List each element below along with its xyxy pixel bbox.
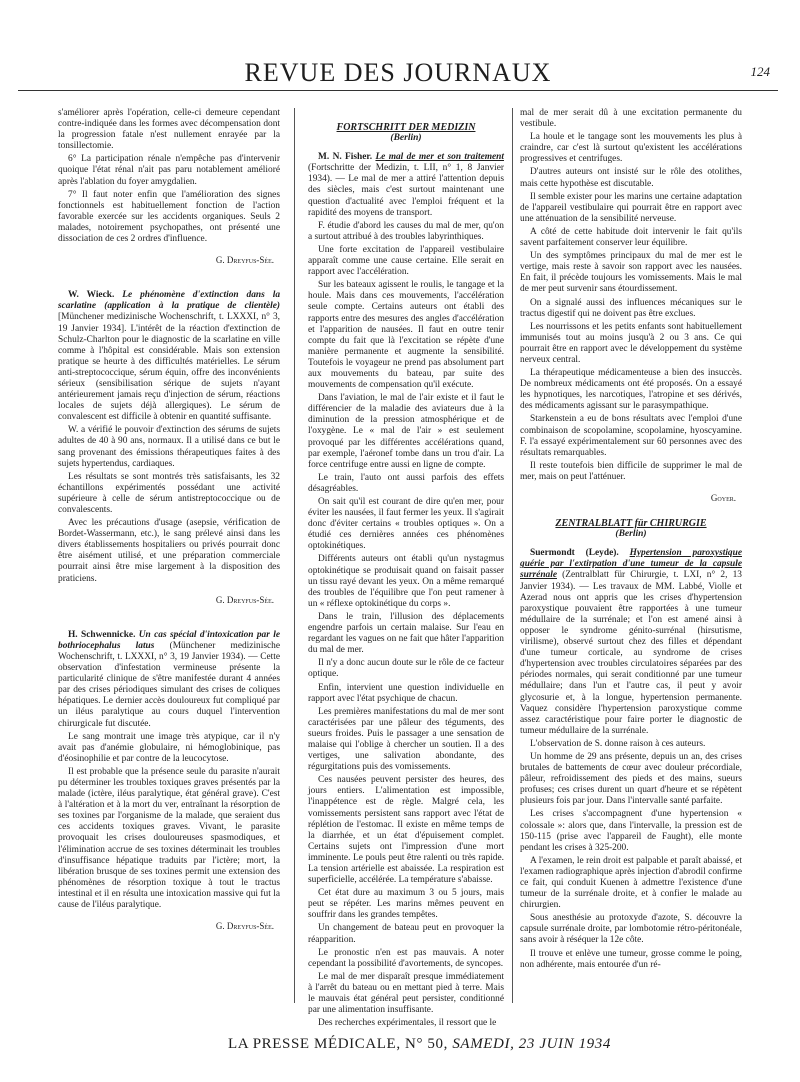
article-author: M. N. Fisher. <box>318 152 373 163</box>
page-header <box>18 54 778 94</box>
column-divider <box>512 108 513 1003</box>
signature: Goyer. <box>710 493 736 503</box>
column-right <box>520 108 742 1003</box>
paragraph: La houle et le tangage sont les mouvements les plus à craindre, car c'est là surtout qu'existent les accélérations progressives et centrifuges. <box>520 132 742 165</box>
paragraph: Un homme de 29 ans présente, depuis un an, des crises brutales de battements de cœur avec douleur précordiale, pâleur, refroidissement des pieds et des mains, sueurs profuses; ces crises durent un quart d'heure et se répètent plusieurs fois par jour. Dans l'intervalle santé parfaite. <box>520 751 742 807</box>
paragraph: s'améliorer après l'opération, celle-ci demeure cependant contre-indiquée dans les formes avec décompensation dont la progression fatale n'est nullement enrayée par la tonsillectomie. <box>58 108 280 152</box>
footer-journal: LA PRESSE MÉDICALE, <box>228 1036 401 1052</box>
article-body: (Zentralblatt für Chirurgie, t. LXI, n° 2, 13 Janvier 1934). — Les travaux de MM. Labbé, Violle et Azerad nous ont appris que les crises d'hypertension paroxystique pouvaient être rapportées à une tumeur médullaire de la surrénale; et l'on est amené ainsi à opposer le syndrome génito-surrénal (hirsutisme, virilisme), observé surtout chez des filles et dépendant d'une tumeur corticale, au syndrome de crises d'hypertension avec troubles circulatoires séparées par des périodes normales, qui serait conditionné par une tumeur médullaire; dans l'un et l'autre cas, il peut y avoir glycosurie et, à la longue, hypertension permanente. Vaquez considère l'hypertension paroxystique comme assez caractéristique pour faire porter le diagnostic de tumeur médullaire de la surrénale. <box>520 570 742 736</box>
paragraph: Les crises s'accompagnent d'une hypertension « colossale »: alors que, dans l'intervalle, la pression est de 150-115 (prise avec l'appareil de Faught), elle monte pendant les crises à 325-200. <box>520 809 742 853</box>
paragraph: Le train, l'auto ont aussi parfois des effets désagréables. <box>308 472 504 494</box>
paragraph: Il semble exister pour les marins une certaine adaptation de l'appareil vestibulaire qui pourrait être en rapport avec une atténuation de la sensibilité nerveuse. <box>520 191 742 224</box>
paragraph: mal de mer serait dû à une excitation permanente du vestibule. <box>520 108 742 130</box>
article-title: Hypertension paroxystique guérie par l'extirpation d'une tumeur de la capsule surrénale <box>520 548 742 581</box>
paragraph: Dans le train, l'illusion des déplacements engendre parfois un certain malaise. Sur l'eau en regardant les vagues on ne fait que hâter l'apparition du mal de mer. <box>308 611 504 656</box>
paragraph: Cet état dure au maximum 3 ou 5 jours, mais peut se répéter. Les marins mêmes peuvent en souffrir dans les grandes tempêtes. <box>308 888 504 921</box>
paragraph: Un changement de bateau peut en provoquer la réapparition. <box>308 923 504 945</box>
column-left <box>58 108 280 1003</box>
paragraph: Des recherches expérimentales, il ressort que le <box>318 1018 497 1029</box>
paragraph: Il n'y a donc aucun doute sur le rôle de ce facteur optique. <box>308 658 504 680</box>
paragraph: Sous anesthésie au protoxyde d'azote, S. découvre la capsule surrénale droite, par lombotomie rétro-péritonéale, sans avoir à réséquer la 12e côte. <box>520 913 742 946</box>
paragraph: On a signalé aussi des influences mécaniques sur le tractus digestif qui ne doivent pas être exclues. <box>520 297 742 319</box>
page-title: REVUE DES JOURNAUX <box>244 58 552 87</box>
article-author: Suermondt (Leyde). <box>530 548 619 559</box>
paragraph: Starkenstein a eu de bons résultats avec l'emploi d'une combinaison de scopolamine, scopolamine, hyoscyamine. F. l'a essayé expérimentalement sur 60 personnes avec des résultats remarquables. <box>520 414 742 458</box>
paragraph: Ces nausées peuvent persister des heures, des jours entiers. L'alimentation est impossible, l'inappétence est de règle. Malgré cela, les vomissements persistent sans rapport avec l'état de réplétion de l'estomac. Il existe en même temps de la diarrhée, et un état d'épuisement complet. Certains sujets ont l'impression d'une mort imminente. Le pouls peut être ralenti ou très rapide. La tension artérielle est abaissée. La respiration est superficielle, accélérée. La température s'abaisse. <box>308 775 504 886</box>
article-title: Le mal de mer et son traitement <box>375 152 504 163</box>
paragraph: Il reste toutefois bien difficile de supprimer le mal de mer, mais on peut l'atténuer. <box>520 460 742 482</box>
article-body: [Münchener medizinische Wochenschrift, t. LXXXI, n° 3, 19 Janvier 1934]. L'intérêt de la réaction d'extinction de Schulz-Charlton pour le diagnostic de la scarlatine en ville comme à l'hôpital est considérable. Mais son extension pratique se heurte à des difficultés matérielles. Le sérum anti-streptococcique, sérum équin, offre des inconvénients sérieux (sensibilisation sérique de sujets n'ayant antérieurement jamais reçu d'injection de sérum, réactions locales de sujets déjà allergiques). Le sérum de convalescent est difficile à obtenir en quantité suffisante. <box>58 312 280 423</box>
paragraph: Sur les bateaux agissent le roulis, le tangage et la houle. Mais dans ces mouvements, l'accélération seule compte. Certains auteurs ont établi des rapports entre des mesures des angles d'accélération et l'apparition de nausées. Il faut en outre tenir compte du fait que là l'excitation se répète d'une manière permanente et augmente la sensibilité. Toutefois le voyageur ne prend pas absolument part aux mouvements du bateau, par suite des mouvements de compensation qu'il exécute. <box>308 280 504 391</box>
paragraph: L'observation de S. donne raison à ces auteurs. <box>530 738 706 749</box>
page-footer <box>228 1036 778 1053</box>
paragraph: A côté de cette habitude doit intervenir le fait qu'ils savent parfaitement conserver leur équilibre. <box>520 226 742 249</box>
paragraph: Le sang montrait une image très atypique, car il n'y avait pas d'anémie globulaire, ni hémoglobinique, pas d'éosinophilie et par contre de la leucocytose. <box>58 731 280 764</box>
journal-heading: ZENTRALBLATT für CHIRURGIE <box>555 518 707 530</box>
journal-heading: FORTSCHRITT DER MEDIZIN <box>336 122 476 133</box>
paragraph: Le pronostic n'en est pas mauvais. A noter cependant la possibilité d'avortements, de syncopes. <box>308 947 504 969</box>
paragraph: Les premières manifestations du mal de mer sont caractérisées par une pâleur des téguments, des sueurs froides. Puis le passager a une sensation de malaise qui l'oblige à chercher un soutien. Il a des vertiges, une salivation abondante, des régurgitations puis des vomissements. <box>308 706 504 773</box>
paragraph: Une forte excitation de l'appareil vestibulaire apparaît comme une cause certaine. Elle serait en rapport avec l'accélération. <box>308 244 504 278</box>
paragraph: Un des symptômes principaux du mal de mer est le vertige, mais reste à savoir son rapport avec les nausées. En fait, il précède toujours les vomissements. Mais le mal de mer peut survenir sans étourdissement. <box>520 251 742 295</box>
signature: G. Dreyfus-Sée. <box>215 594 274 605</box>
page-number: 124 <box>750 64 770 79</box>
paragraph: Différents auteurs ont établi qu'un nystagmus optokinétique se produisait quand on faisait passer un tissu rayé devant les yeux. On a même remarqué des troubles de l'équilibre que l'on peut ramener à un « réflexe optokinétique du corps ». <box>308 554 504 609</box>
paragraph: Dans l'aviation, le mal de l'air existe et il faut le différencier de la maladie des aviateurs due à la diminution de la pression atmosphérique et de l'oxygène. Le « mal de l'air » est seulement provoqué par les différentes accélérations quand, par exemple, l'aéronef tombe dans un trou d'air. La force centrifuge entre aussi en ligne de compte. <box>308 393 504 470</box>
paragraph: La thérapeutique médicamenteuse a bien des insuccès. De nombreux médicaments ont été proposés. On a essayé les hypnotiques, les narcotiques, l'atropine et ses dérivés, des médicaments agissant sur le parasympathique. <box>520 368 742 412</box>
paragraph: Le mal de mer disparaît presque immédiatement à l'arrêt du bateau ou en mettant pied à terre. Mais le mauvais état général peut persister, conditionné par une alimentation insuffisante. <box>308 971 504 1016</box>
paragraph: Les résultats se sont montrés très satisfaisants, les 32 échantillons expérimentés possédant une activité supérieure à celle de sérum antistreptococcique ou de convalescents. <box>58 471 280 515</box>
footer-issue: N° 50, <box>405 1036 448 1052</box>
paragraph: Enfin, intervient une question individuelle en rapport avec l'état psychique de chacun. <box>308 682 504 704</box>
signature: G. Dreyfus-Sée. <box>215 921 274 932</box>
paragraph: Les nourrissons et les petits enfants sont habituellement immunisés tout au moins jusqu'à 2 ou 3 ans. Ce qui pourrait être en rapport avec le développement du système nerveux central. <box>520 321 742 365</box>
article-schwennicke <box>58 630 280 730</box>
paragraph: F. étudie d'abord les causes du mal de mer, qu'on a surtout attribué à des troubles labyrinthiques. <box>308 220 504 242</box>
article-title: Un cas spécial d'intoxication par le bothriocephalus latus <box>58 629 281 651</box>
paragraph: W. a vérifié le pouvoir d'extinction des sérums de sujets adultes de 40 à 90 ans, normaux. Il a utilisé dans ce but le sang provenant des émissions thérapeutiques faites à des sujets hypertendus, cardiaques. <box>58 425 280 469</box>
journal-city: (Berlin) <box>390 133 422 144</box>
journal-city: (Berlin) <box>615 529 647 540</box>
article-body: (Fortschritte der Medizin, t. LII, n° 1, 8 Janvier 1934). — Le mal de mer a attiré l'attention depuis des siècles, mais c'est surtout maintenant une question d'actualité avec l'emploi fréquent et la rapidité des moyens de transport. <box>308 163 504 218</box>
article-wieck <box>58 290 280 423</box>
column-divider <box>294 108 295 1003</box>
article-fisher <box>308 152 504 219</box>
paragraph: 6° La participation rénale n'empêche pas d'intervenir quoique l'état rénal n'ait pas paru notablement amélioré après l'ablation du foyer amygdalien. <box>58 154 280 187</box>
signature: G. Dreyfus-Sée. <box>215 255 274 266</box>
article-suermondt <box>520 548 742 737</box>
paragraph: D'autres auteurs ont insisté sur le rôle des otolithes, mais cette hypothèse est discutable. <box>520 167 742 189</box>
paragraph: Avec les précautions d'usage (asepsie, vérification de Bordet-Wassermann, etc.), le sang prélevé ainsi dans les divers établissements hospitaliers ou privés pourrait donc être aisément utilisé, et une préparation commerciale pourrait ainsi être mise largement à la disposition des praticiens. <box>58 518 280 584</box>
paragraph: Il est probable que la présence seule du parasite n'aurait pu déterminer les troubles toxiques graves présentés par la malade (ictère, iléus paralytique, état général grave). C'est à l'altération et à la mort du ver, entraînant la résorption de ses toxines par l'organisme de la malade, que seraient dus ces accidents toxiques graves. Vivant, le parasite provoquait les crises douloureuses spasmodiques, et l'élimination accrue de ses toxines déterminait les troubles d'insuffisance hépatique traduits par l'ictère; mort, la libération brusque de ses toxines permit une extension des phénomènes de résorption toxique à tout le tractus intestinal et il en résulta une intoxication massive qui fut la cause de l'iléus paralytique. <box>58 766 280 910</box>
column-middle <box>308 108 504 1029</box>
paragraph: On sait qu'il est courant de dire qu'en mer, pour éviter les nausées, il faut fermer les yeux. Il s'agirait donc d'éviter certains « troubles optiques ». On a étudié ces dernières années ces phénomènes optokinétiques. <box>308 497 504 552</box>
article-author: W. Wieck. <box>68 290 115 301</box>
paragraph: Il trouve et enlève une tumeur, grosse comme le poing, non adhérente, mais entourée d'un ré- <box>520 948 742 970</box>
article-author: H. Schwennicke. <box>68 629 136 640</box>
article-body: (Münchener medizinische Wochenschrift, t. LXXXI, n° 3, 19 Janvier 1934). — Cette observation d'infestation vermineuse présente la particularité clinique de s'être manifestée durant 4 années par des crises périodiques simulant des crises de coliques hépatiques. Le dernier accès douloureux fut compliqué par un iléus paralytique au cours duquel l'intervention chirurgicale fut discutée. <box>58 640 280 729</box>
header-rule <box>18 90 778 91</box>
footer-date: SAMEDI, 23 JUIN 1934 <box>452 1036 611 1052</box>
article-title: Le phénomène d'extinction dans la scarlatine (application à la pratique de clientèle) <box>58 290 281 312</box>
paragraph: A l'examen, le rein droit est palpable et paraît abaissé, et l'examen radiographique après injection d'abrodil confirme ce fait, qui conduit Kuenen à admettre l'existence d'une tumeur de la surrénale droite, et à confier le malade au chirurgien. <box>520 855 742 911</box>
paragraph: 7° Il faut noter enfin que l'amélioration des signes fonctionnels est habituellement fonction de l'action favorable exercée sur les accidents organiques. Seuls 2 malades, notoirement psychopathes, ont présenté une dissociation de ces 2 ordres d'influence. <box>58 189 280 245</box>
